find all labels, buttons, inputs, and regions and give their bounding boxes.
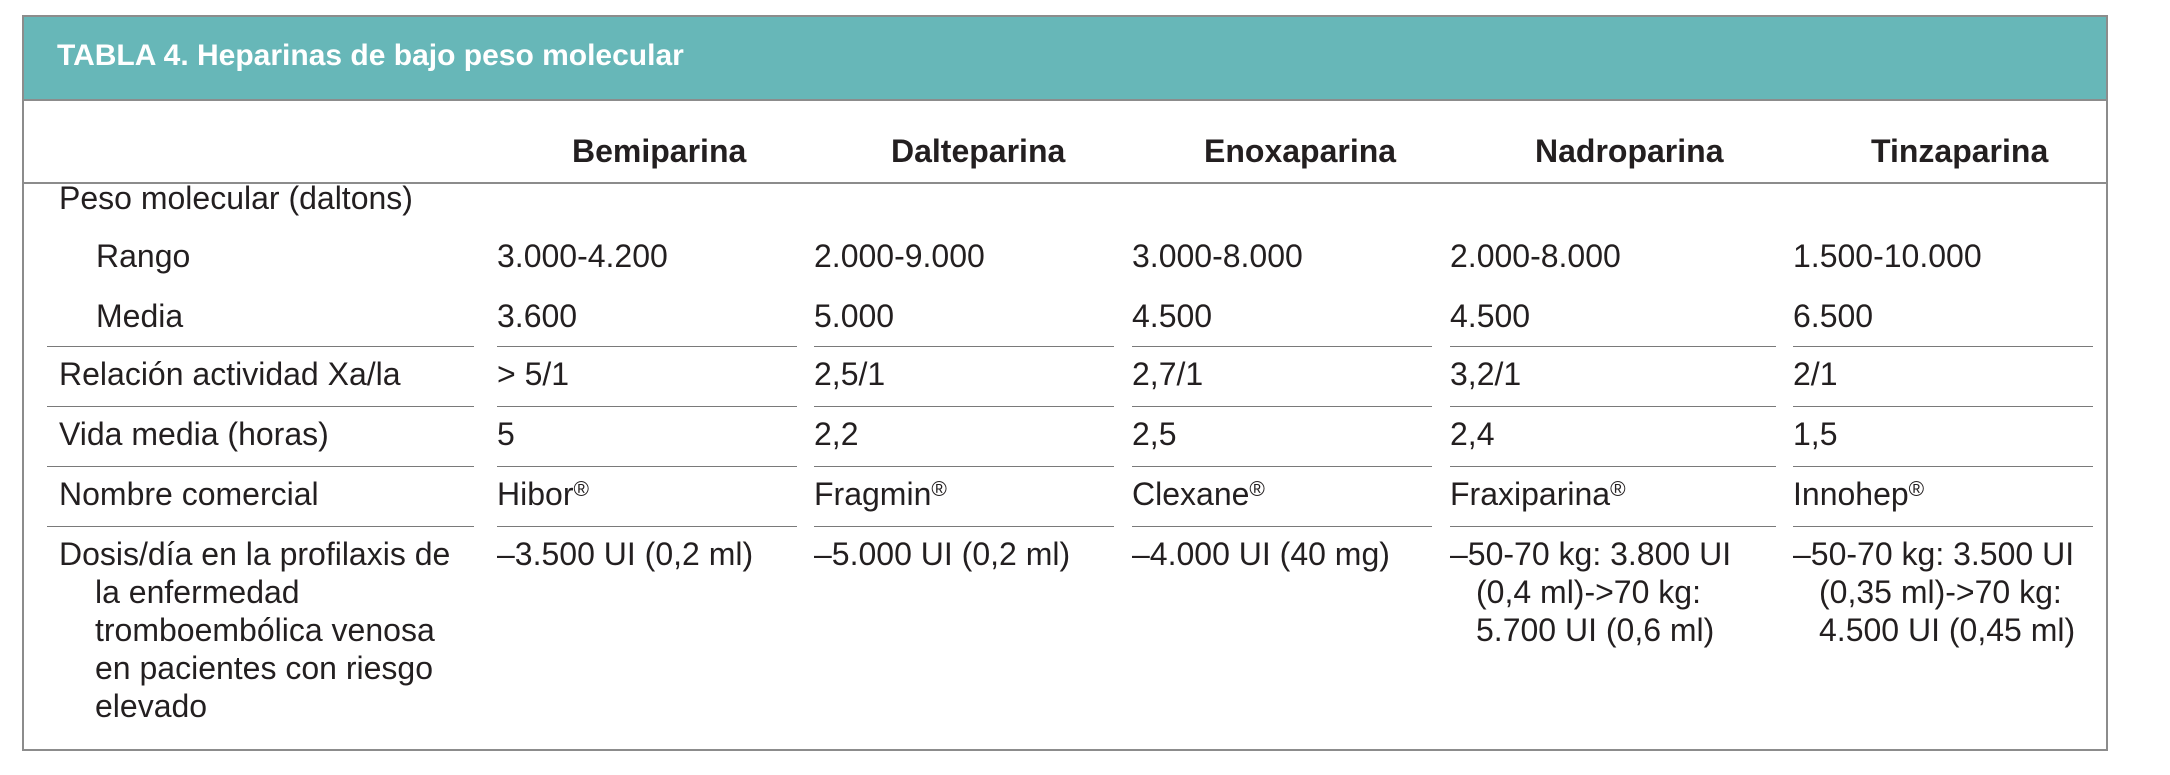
- column-header-nadroparina: Nadroparina: [1535, 133, 1724, 169]
- row-separator: [497, 526, 797, 527]
- row-separator: [1793, 526, 2093, 527]
- cell-rango-enoxaparina: 3.000-8.000: [1132, 238, 1303, 274]
- row-separator: [47, 346, 474, 347]
- row-label-nombre-comercial: Nombre comercial: [59, 476, 319, 512]
- cell-vida-dalteparina: 2,2: [814, 416, 859, 452]
- registered-mark: ®: [1908, 478, 1925, 501]
- registered-mark: ®: [1249, 478, 1265, 501]
- row-separator: [47, 466, 474, 467]
- row-separator: [1132, 406, 1432, 407]
- cell-dosis-bemiparina: –3.500 UI (0,2 ml): [497, 536, 754, 572]
- row-label-rango: Rango: [96, 238, 191, 274]
- row-separator: [497, 466, 797, 467]
- row-separator: [1793, 466, 2093, 467]
- cell-media-bemiparina: 3.600: [497, 298, 578, 334]
- cell-dosis-nadroparina: –50-70 kg: 3.800 UI (0,4 ml)->70 kg: 5.700 UI (0,6 ml): [1450, 536, 1732, 648]
- table-title: TABLA 4. Heparinas de bajo peso molecular: [57, 39, 684, 72]
- cell-vida-enoxaparina: 2,5: [1132, 416, 1177, 452]
- registered-mark: ®: [931, 478, 947, 501]
- table-title-bar: [24, 17, 2106, 99]
- row-separator: [814, 466, 1114, 467]
- cell-vida-bemiparina: 5: [497, 416, 515, 452]
- cell-vida-nadroparina: 2,4: [1450, 416, 1495, 452]
- cell-dosis-tinzaparina: –50-70 kg: 3.500 UI (0,35 ml)->70 kg: 4.500 UI (0,45 ml): [1793, 536, 2076, 648]
- row-separator: [814, 526, 1114, 527]
- cell-relacion-tinzaparina: 2/1: [1793, 356, 1838, 392]
- row-separator: [47, 526, 474, 527]
- row-separator: [1793, 406, 2093, 407]
- registered-mark: ®: [1610, 478, 1626, 501]
- column-header-enoxaparina: Enoxaparina: [1204, 133, 1397, 169]
- cell-media-nadroparina: 4.500: [1450, 298, 1531, 334]
- cell-nombre-bemiparina: Hibor®: [497, 476, 589, 512]
- cell-rango-bemiparina: 3.000-4.200: [497, 238, 668, 274]
- row-separator: [497, 406, 797, 407]
- cell-media-dalteparina: 5.000: [814, 298, 895, 334]
- cell-relacion-enoxaparina: 2,7/1: [1132, 356, 1204, 392]
- cell-relacion-nadroparina: 3,2/1: [1450, 356, 1522, 392]
- cell-media-enoxaparina: 4.500: [1132, 298, 1213, 334]
- row-separator: [1132, 466, 1432, 467]
- row-label-peso-molecular: Peso molecular (daltons): [59, 180, 413, 216]
- row-label-relacion: Relación actividad Xa/la: [59, 356, 401, 392]
- row-separator: [497, 346, 797, 347]
- cell-nombre-dalteparina: Fragmin®: [814, 476, 947, 512]
- cell-dosis-enoxaparina: –4.000 UI (40 mg): [1132, 536, 1390, 572]
- row-separator: [1450, 346, 1776, 347]
- cell-vida-tinzaparina: 1,5: [1793, 416, 1838, 452]
- row-label-media: Media: [96, 298, 184, 334]
- row-separator: [814, 346, 1114, 347]
- column-header-dalteparina: Dalteparina: [891, 133, 1066, 169]
- cell-rango-nadroparina: 2.000-8.000: [1450, 238, 1621, 274]
- column-header-tinzaparina: Tinzaparina: [1871, 133, 2049, 169]
- row-separator: [47, 406, 474, 407]
- row-separator: [1132, 526, 1432, 527]
- column-header-bemiparina: Bemiparina: [572, 133, 747, 169]
- row-label-dosis: Dosis/día en la profilaxis de la enfermedad tromboembólica venosa en pacientes con riesgo elevado: [59, 536, 451, 724]
- row-separator: [1132, 346, 1432, 347]
- cell-rango-tinzaparina: 1.500-10.000: [1793, 238, 1982, 274]
- cell-nombre-enoxaparina: Clexane®: [1132, 476, 1265, 512]
- registered-mark: ®: [573, 478, 589, 501]
- cell-nombre-nadroparina: Fraxiparina®: [1450, 476, 1626, 512]
- table-frame: [22, 15, 2108, 751]
- row-separator: [1450, 406, 1776, 407]
- row-separator: [1793, 346, 2093, 347]
- table-header-row: [24, 99, 2106, 184]
- cell-rango-dalteparina: 2.000-9.000: [814, 238, 985, 274]
- cell-relacion-bemiparina: > 5/1: [497, 356, 570, 392]
- row-separator: [1450, 526, 1776, 527]
- cell-nombre-tinzaparina: Innohep®: [1793, 476, 1925, 512]
- cell-relacion-dalteparina: 2,5/1: [814, 356, 886, 392]
- row-separator: [814, 406, 1114, 407]
- row-separator: [1450, 466, 1776, 467]
- cell-media-tinzaparina: 6.500: [1793, 298, 1874, 334]
- cell-dosis-dalteparina: –5.000 UI (0,2 ml): [814, 536, 1071, 572]
- row-label-vida-media: Vida media (horas): [59, 416, 329, 452]
